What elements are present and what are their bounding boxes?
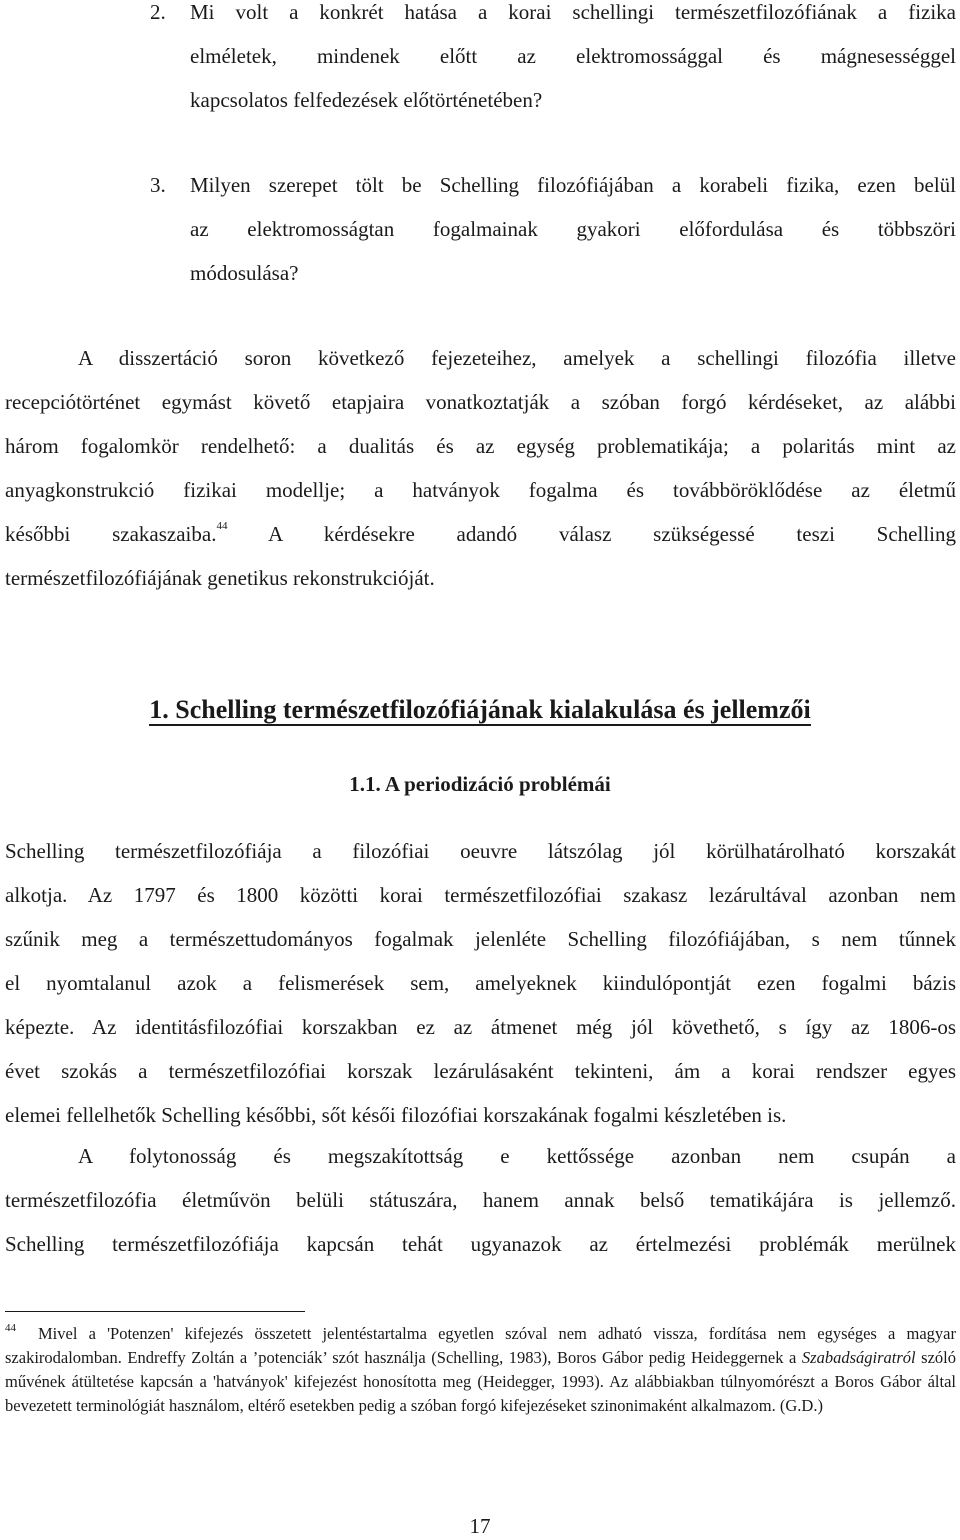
list-number: 2. (150, 0, 166, 24)
text-line: elemei fellelhetők Schelling későbbi, sőt késői filozófiai korszakának fogalmi készletében is. (5, 1103, 787, 1127)
text-segment: A kérdésekre adandó válasz szükségessé teszi Schelling (268, 522, 956, 546)
text-line: el nyomtalanul azok a felismerések sem, amelyeknek kiindulópontját ezen fogalmi bázis (5, 971, 956, 995)
text-line: szűnik meg a természettudományos fogalmak jelenléte Schelling filozófiájában, s nem tűnnek (5, 927, 956, 951)
list-item-text (190, 0, 956, 122)
chapter-heading-text: 1. Schelling természetfilozófiájának kialakulása és jellemzői (149, 695, 811, 724)
text-line: évet szokás a természetfilozófiai korszak lezárulásaként tekinteni, ám a korai rendszer egyes (5, 1059, 956, 1083)
text-line: három fogalomkör rendelhető: a dualitás és az egység problematikája; a polaritás mint az (5, 434, 956, 458)
text-line: anyagkonstrukció fizikai modellje; a hatványok fogalma és továbböröklődése az életmű (5, 478, 956, 502)
footnote-italic-title: Szabadságiratról (801, 1348, 916, 1367)
text-line: alkotja. Az 1797 és 1800 közötti korai természetfilozófiai szakasz lezárultával azonban nem (5, 883, 956, 907)
list-item-text (190, 163, 956, 295)
text-line: természetfilozófia életművön belüli státuszára, hanem annak belső tematikájára is jellemző. (5, 1188, 956, 1212)
text-line: A disszertáció soron következő fejezeteihez, amelyek a schellingi filozófia illetve (78, 346, 956, 370)
text-line: az elektromosságtan fogalmainak gyakori előfordulása és többszöri (190, 217, 956, 241)
text-line: Schelling természetfilozófiája kapcsán tehát ugyanazok az értelmezési problémák merülnek (5, 1232, 956, 1256)
footnote-reference[interactable]: 44 (216, 520, 228, 532)
text-line: A folytonosság és megszakítottság e kettőssége azonban nem csupán a (78, 1144, 956, 1168)
text-line: képezte. Az identitásfilozófiai korszakban ez az átmenet még jól követhető, s így az 1806-os (5, 1015, 956, 1039)
text-line: Mi volt a konkrét hatása a korai schellingi természetfilozófiának a fizika (190, 0, 956, 24)
body-paragraph (5, 1134, 956, 1266)
footnote (5, 1322, 956, 1418)
footnote-separator (5, 1311, 305, 1312)
list-number: 3. (150, 173, 166, 197)
text-line: recepciótörténet egymást követő etapjaira vonatkoztatják a szóban forgó kérdéseket, az alábbi (5, 390, 956, 414)
text-line: módosulása? (190, 261, 299, 285)
text-line: természetfilozófiájának genetikus rekonstrukcióját. (5, 566, 435, 590)
text-segment: későbbi szakaszaiba. (5, 522, 217, 546)
text-line: Schelling természetfilozófiája a filozófiai oeuvre látszólag jól körülhatárolható korszakát (5, 839, 956, 863)
intro-paragraph (5, 336, 956, 600)
text-line: elméletek, mindenek előtt az elektromossággal és mágnesességgel (190, 44, 956, 68)
footnote-text: szóló művének átültetése kapcsán a 'hatványok' kifejezést honosította meg (Heidegger, 1993). Az alábbiakban túlnyomórészt a Boros Gábor által bevezetett terminológiát használom, eltérő esetekben pedig a szóban forgó kifejezéseket szinonimaként alkalmazom. (G.D.) (5, 1348, 956, 1415)
section-heading: 1.1. A periodizáció problémái (349, 772, 611, 796)
chapter-heading (0, 690, 960, 730)
footnote-number: 44 (5, 1322, 16, 1334)
text-line-with-footnote-ref (5, 512, 956, 556)
footnote-text: Mivel a 'Potenzen' kifejezés összetett jelentéstartalma egyetlen szóval nem adható vissza, fordítása nem egységes a magyar szakirodalomban. Endreffy Zoltán a ’potenciák’ szót használja (Schelling, 1983), Boros Gábor pedig Heideggernek a (5, 1324, 956, 1367)
body-paragraph (5, 829, 956, 1137)
page-number: 17 (469, 1514, 491, 1538)
text-line: kapcsolatos felfedezések előtörténetében? (190, 88, 543, 112)
text-line: Milyen szerepet tölt be Schelling filozófiájában a korabeli fizika, ezen belül (190, 173, 956, 197)
